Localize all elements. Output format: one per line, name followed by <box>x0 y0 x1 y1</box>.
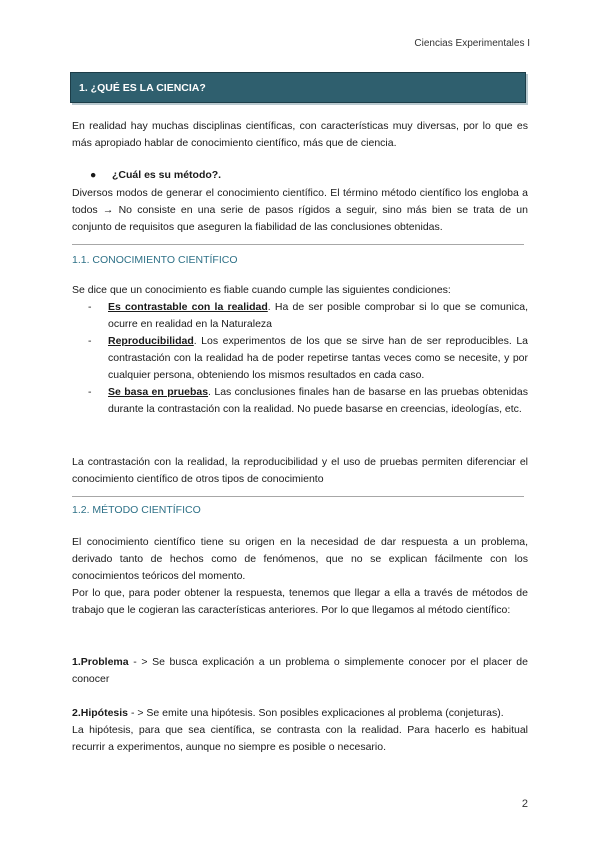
conditions-lead: Se dice que un conocimiento es fiable cuando cumple las siguientes condiciones: <box>72 284 451 296</box>
step-label: 2.Hipótesis <box>72 707 129 719</box>
condition-term: Reproducibilidad <box>108 335 194 347</box>
condition-term: Se basa en pruebas <box>108 386 209 398</box>
conditions-list <box>88 299 528 418</box>
step-problem <box>72 654 528 688</box>
condition-text: . Los experimentos de los que se sirve han de ser reproducibles. La contrastación con la realidad ha de poder repetirse tantas veces como se necesite, y por cualquier persona, obteniendo los mismos resultados en cada caso. <box>108 335 528 381</box>
method-question-bullet <box>90 169 221 181</box>
conditions-closing: La contrastación con la realidad, la reproducibilidad y el uso de pruebas permiten diferenciar el conocimiento científico de otros tipos de conocimiento <box>72 456 528 485</box>
condition-item <box>88 333 528 384</box>
chapter-banner <box>70 72 526 103</box>
running-header: Ciencias Experimentales I <box>414 38 530 49</box>
step-hypothesis-detail: La hipótesis, para que sea científica, se contrasta con la realidad. Para hacerlo es habitual recurrir a experimentos, aunque no siempre es posible o necesario. <box>72 724 528 753</box>
dash-marker: - <box>88 301 92 313</box>
section-divider <box>72 244 524 245</box>
condition-text: . Las conclusiones finales han de basarse en las pruebas obtenidas durante la contrastación con la realidad. No puede basarse en creencias, ideologías, etc. <box>108 386 528 415</box>
section-title-1-1: 1.1. CONOCIMIENTO CIENTÍFICO <box>72 254 238 266</box>
step-label: 1.Problema <box>72 656 129 668</box>
dash-marker: - <box>88 335 92 347</box>
step-hypothesis <box>72 705 528 756</box>
bullet-icon: ● <box>90 169 97 181</box>
dash-marker: - <box>88 386 92 398</box>
condition-item <box>88 299 528 333</box>
method-paragraph: Diversos modos de generar el conocimiento científico. El término método científico los engloba a todos → No consiste en una serie de pasos rígidos a seguir, sino más bien se trata de un conjunto de requisitos que aseguren la fiabilidad de las conclusiones obtenidas. <box>72 187 528 233</box>
step-text: - > Se busca explicación a un problema o simplemente conocer por el placer de conocer <box>72 656 528 685</box>
page-number: 2 <box>521 798 528 810</box>
chapter-title: 1. ¿QUÉ ES LA CIENCIA? <box>79 81 206 94</box>
method-intro-paragraph: El conocimiento científico tiene su origen en la necesidad de dar respuesta a un problema, derivado tanto de hechos como de fenómenos, que no se explican fácilmente con los conocimientos teóricos del momento. Por lo que, para poder obtener la respuesta, tenemos que llegar a ella a través de métodos de trabajo que le cogieran las características anteriores. Por lo que llegamos al método científico: <box>72 536 528 616</box>
method-question-label: ¿Cuál es su método?. <box>112 169 222 181</box>
condition-item <box>88 384 528 418</box>
condition-text: . Ha de ser posible comprobar si lo que se comunica, ocurre en realidad en la Naturaleza <box>108 301 529 330</box>
section-divider <box>72 496 524 497</box>
intro-paragraph: En realidad hay muchas disciplinas científicas, con características muy diversas, por lo que es más apropiado hablar de conocimiento científico, más que de ciencia. <box>72 120 528 149</box>
condition-term: Es contrastable con la realidad <box>108 301 268 313</box>
section-title-1-2: 1.2. MÉTODO CIENTÍFICO <box>72 504 201 516</box>
step-text: - > Se emite una hipótesis. Son posibles explicaciones al problema (conjeturas). <box>128 707 504 719</box>
